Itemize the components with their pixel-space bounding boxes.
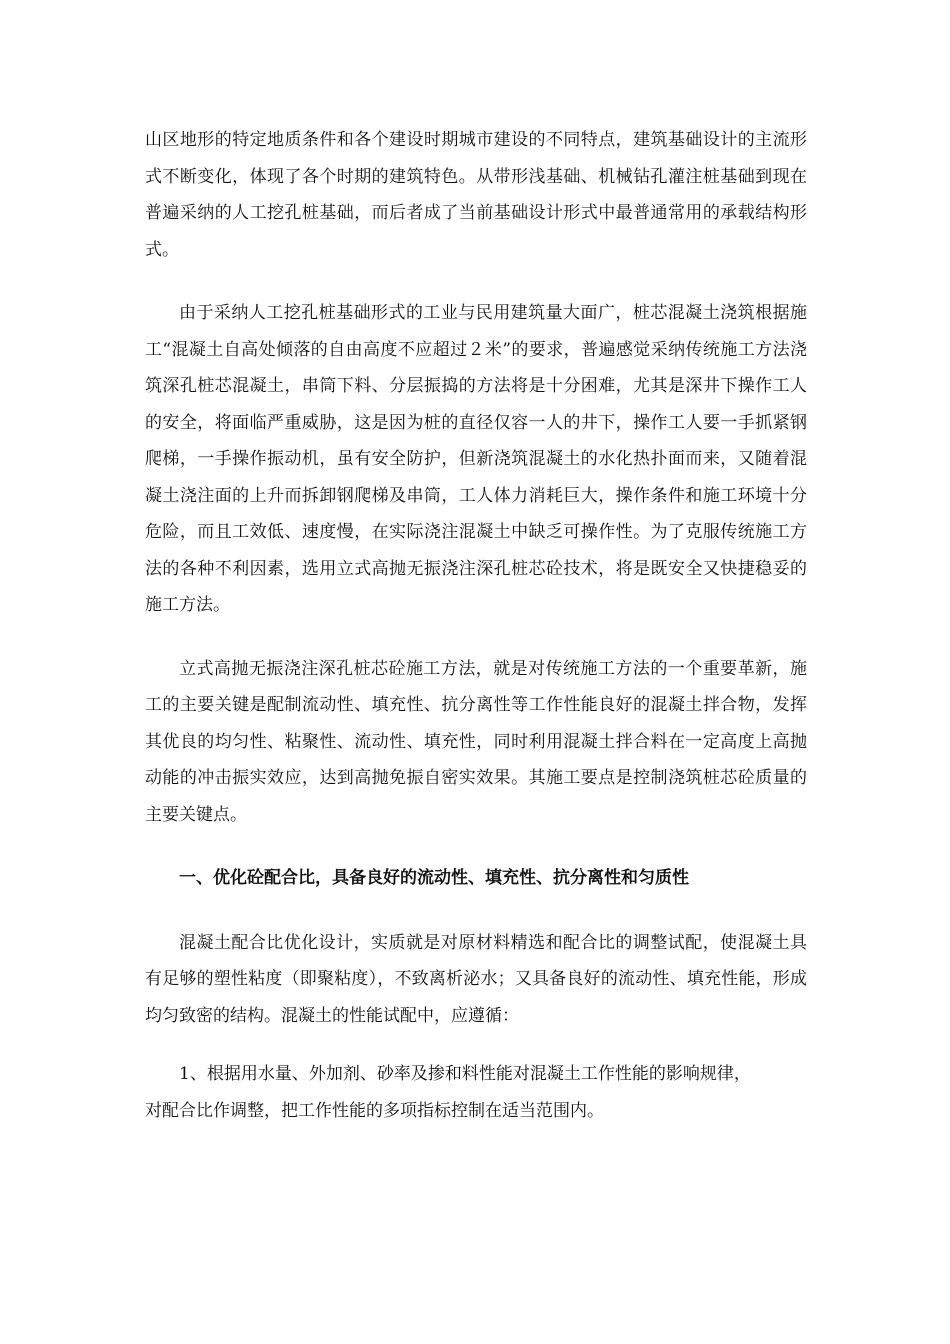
list-item-1	[145, 1056, 807, 1129]
section-heading-1: 一、优化砼配合比，具备良好的流动性、填充性、抗分离性和匀质性	[179, 868, 689, 888]
paragraph-3: 立式高抛无振浇注深孔桩芯砼施工方法，就是对传统施工方法的一个重要革新，施工的主要关键是配制流动性、填充性、抗分离性等工作性能良好的混凝土拌合物，发挥其优良的均匀性、粘聚性、流动性、填充性，同时利用混凝土拌合料在一定高度上高抛动能的冲击振实效应，达到高抛免振自密实效果。其施工要点是控制浇筑桩芯砼质量的主要关键点。	[145, 658, 807, 825]
paragraph-4: 混凝土配合比优化设计，实质就是对原材料精选和配合比的调整试配，使混凝土具有足够的塑性粘度（即聚粘度），不致离析泌水；又具备良好的流动性、填充性能，形成均匀致密的结构。混凝土的性能试配中，应遵循：	[145, 932, 807, 1026]
list-item-1-line-2: 对配合比作调整，把工作性能的多项指标控制在适当范围内。	[145, 1100, 604, 1121]
document-body	[145, 122, 807, 1129]
paragraph-1: 山区地形的特定地质条件和各个建设时期城市建设的不同特点，建筑基础设计的主流形式不断变化，体现了各个时期的建筑特色。从带形浅基础、机械钻孔灌注桩基础到现在普遍采纳的人工挖孔桩基础，而后者成了当前基础设计形式中最普通常用的承载结构形式。	[145, 130, 807, 260]
list-item-1-line-1: 1、根据用水量、外加剂、砂率及掺和料性能对混凝土工作性能的影响规律，	[179, 1064, 751, 1084]
paragraph-2: 由于采纳人工挖孔桩基础形式的工业与民用建筑量大面广，桩芯混凝土浇筑根据施工“混凝土自高处倾落的自由高度不应超过２米”的要求，普遍感觉采纳传统施工方法浇筑深孔桩芯混凝土，串筒下料、分层振捣的方法将是十分困难，尤其是深井下操作工人的安全，将面临严重威胁，这是因为桩的直径仅容一人的井下，操作工人要一手抓紧钢爬梯，一手操作振动机，虽有安全防护，但新浇筑混凝土的水化热扑面而来，又随着混凝土浇注面的上升而拆卸钢爬梯及串筒，工人体力消耗巨大，操作条件和施工环境十分危险，而且工效低、速度慢，在实际浇注混凝土中缺乏可操作性。为了克服传统施工方法的各种不利因素，选用立式高抛无振浇注深孔桩芯砼技术，将是既安全又快捷稳妥的施工方法。	[145, 303, 807, 615]
